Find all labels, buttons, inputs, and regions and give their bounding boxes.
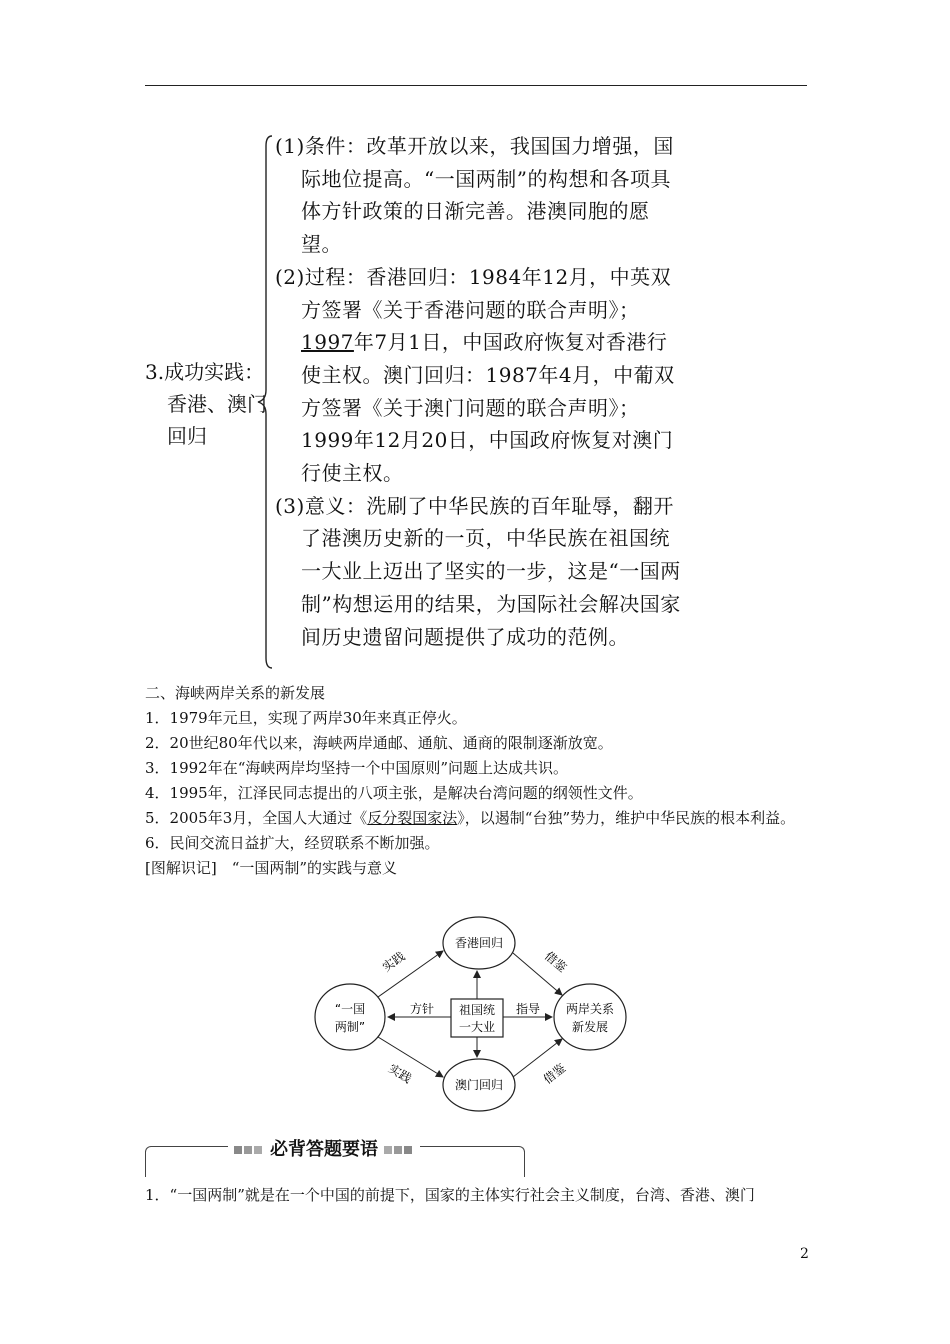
section3-label-line3: 回归 <box>167 424 207 448</box>
node-center-line2: 一大业 <box>458 1020 496 1034</box>
header-rule <box>145 85 807 86</box>
edge-label-reference-bottom: 借鉴 <box>540 1060 569 1087</box>
decor-squares-left <box>234 1139 264 1158</box>
node-left-line1: “一国 <box>334 1002 366 1016</box>
node-top-label: 香港回归 <box>454 936 504 950</box>
law-name-underlined: 反分裂国家法 <box>367 809 458 827</box>
list-item: 4．1995年，江泽民同志提出的八项主张，是解决台湾问题的纲领性文件。 <box>145 784 643 802</box>
node-left-line2: 两制” <box>334 1020 366 1034</box>
node-cross-strait <box>554 984 626 1050</box>
section3-item-process <box>275 261 685 490</box>
section3-label-line2: 香港、澳门 <box>167 392 267 416</box>
section2-heading: 二、海峡两岸关系的新发展 <box>145 684 326 702</box>
list-item: 2．20世纪80年代以来，海峡两岸通邮、通航、通商的限制逐渐放宽。 <box>145 734 613 752</box>
key-points-title: 必背答题要语 <box>270 1139 378 1160</box>
curly-brace <box>248 132 274 672</box>
node-right-line2: 新发展 <box>571 1020 609 1034</box>
section3-label-line1: 3.成功实践： <box>145 360 265 384</box>
list-item: 6．民间交流日益扩大，经贸联系不断加强。 <box>145 834 440 852</box>
key-point-1: 1．“一国两制”就是在一个中国的前提下，国家的主体实行社会主义制度，台湾、香港、澳门 <box>145 1186 755 1204</box>
edge-label-reference-top: 借鉴 <box>541 948 570 976</box>
decor-squares-right <box>384 1139 414 1158</box>
section3-item-significance: (3)意义：洗刷了中华民族的百年耻辱，翻开了港澳历史新的一页，中华民族在祖国统一大业上迈出了坚实的一步，这是“一国两制”构想运用的结果，为国际社会解决国家间历史遗留问题提供了成功的范例。 <box>275 493 681 649</box>
edge-label-practice-top: 实践 <box>379 949 408 975</box>
list-item: 1．1979年元旦，实现了两岸30年来真正停火。 <box>145 709 467 727</box>
node-center-line1: 祖国统 <box>458 1003 496 1017</box>
list-item <box>145 806 810 831</box>
section2 <box>145 681 810 881</box>
node-bottom-label: 澳门回归 <box>454 1078 504 1092</box>
page-number: 2 <box>800 1246 809 1262</box>
edge-label-guide: 指导 <box>515 1002 541 1016</box>
node-right-line1: 两岸关系 <box>565 1002 615 1016</box>
item5-post: 》，以遏制“台独”势力，维护中华民族的根本利益。 <box>457 809 796 827</box>
section3-item-conditions: (1)条件：改革开放以来，我国国力增强，国际地位提高。“一国两制”的构想和各项具体方针政策的日渐完善。港澳同胞的愿望。 <box>275 134 674 257</box>
node-one-country-two-systems <box>315 984 385 1050</box>
process-year-underlined: 1997 <box>301 330 354 355</box>
one-country-two-systems-diagram <box>310 915 640 1115</box>
process-text-post: 年7月1日，中国政府恢复对香港行使主权。澳门回归：1987年4月，中葡双方签署《关于澳门问题的联合声明》；1999年12月20日，中国政府恢复对澳门行使主权。 <box>301 330 675 486</box>
section3-body <box>275 130 685 653</box>
edge-label-practice-bottom: 实践 <box>386 1061 415 1086</box>
list-item: 3．1992年在“海峡两岸均坚持一个中国原则”问题上达成共识。 <box>145 759 569 777</box>
edge-label-policy: 方针 <box>409 1002 435 1016</box>
item5-pre: 5．2005年3月，全国人大通过《 <box>145 809 368 827</box>
key-points-header <box>228 1135 420 1161</box>
process-text-pre: (2)过程：香港回归：1984年12月，中英双方签署《关于香港问题的联合声明》； <box>275 264 672 322</box>
diagram-caption: [图解识记] “一国两制”的实践与意义 <box>145 859 398 877</box>
